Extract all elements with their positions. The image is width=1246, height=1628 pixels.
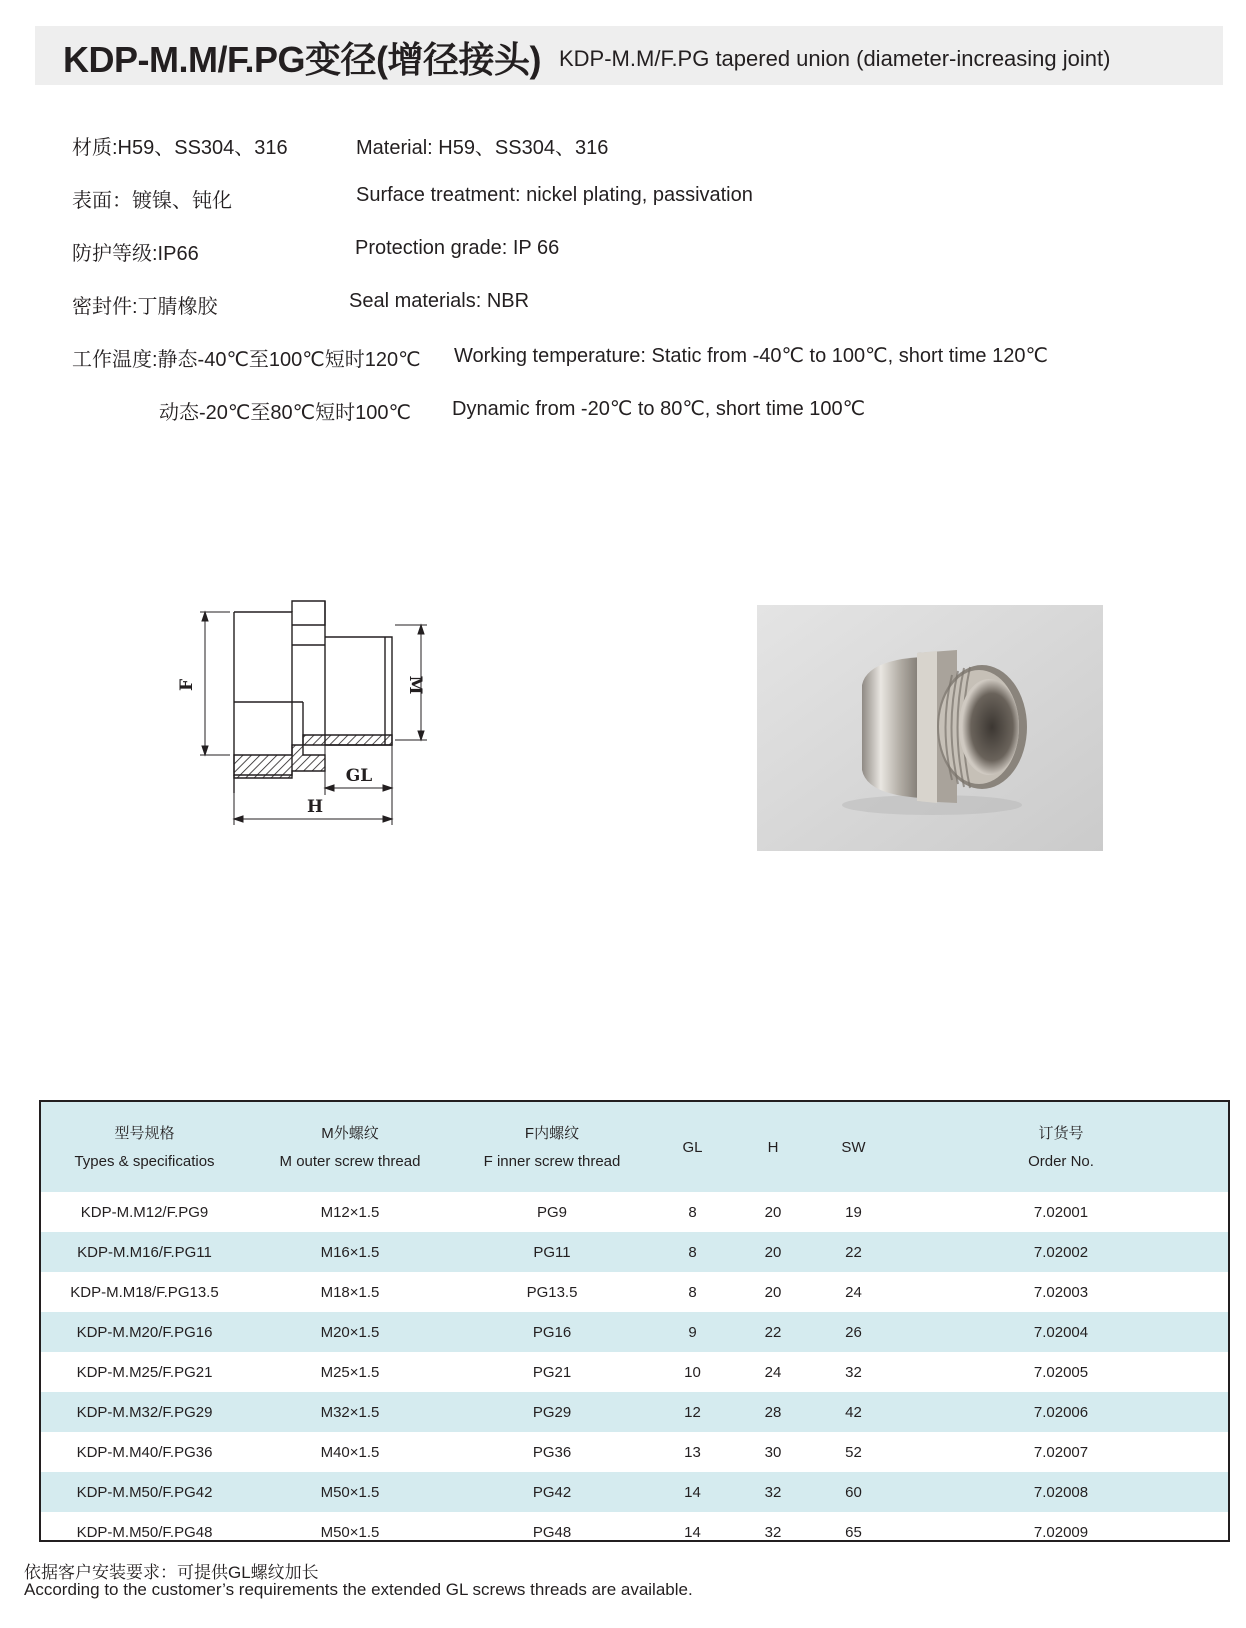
- cell-sw: 60: [813, 1472, 894, 1512]
- cell-type: KDP-M.M40/F.PG36: [76, 1443, 213, 1461]
- cell-sw: 24: [845, 1283, 862, 1301]
- cell-gl: 14: [684, 1523, 701, 1541]
- table-row: [41, 1512, 1228, 1542]
- cell-h: 20: [764, 1283, 782, 1301]
- cell-m-thread: M12×1.5: [320, 1203, 380, 1221]
- cell-sw: 65: [845, 1523, 862, 1541]
- table-row: [41, 1392, 1228, 1432]
- spec-material-en: Material: H59、SS304、316: [356, 137, 609, 159]
- cell-f-thread: PG21: [532, 1363, 572, 1381]
- cell-order-no: 7.02003: [1033, 1283, 1089, 1301]
- cell-f-thread: PG42: [452, 1472, 652, 1512]
- cell-h: 22: [733, 1312, 813, 1352]
- cell-m-thread: M40×1.5: [320, 1443, 380, 1461]
- cell-f-thread: PG13.5: [526, 1283, 578, 1301]
- spec-temp-static-cn: 工作温度:静态-40℃至100℃短时120℃: [72, 349, 421, 371]
- cell-order-no: 7.02008: [894, 1472, 1228, 1512]
- spec-temp-dynamic-cn: 动态-20℃至80℃短时100℃: [159, 402, 411, 424]
- cell-gl: 13: [684, 1443, 701, 1461]
- dim-label-gl: GL: [345, 766, 373, 786]
- cell-m-thread: M20×1.5: [248, 1312, 452, 1352]
- table-row: [41, 1432, 1228, 1472]
- spec-material-cn: 材质:H59、SS304、316: [72, 137, 288, 159]
- cell-f-thread: PG16: [452, 1312, 652, 1352]
- cell-f-thread: PG9: [536, 1203, 567, 1221]
- cell-f-thread: PG29: [452, 1392, 652, 1432]
- cell-gl: 8: [652, 1232, 733, 1272]
- spec-surface-cn: 表面：镀镍、钝化: [72, 190, 232, 212]
- spec-protection-cn: 防护等级:IP66: [72, 243, 199, 265]
- cell-f-thread: PG36: [532, 1443, 572, 1461]
- page-title: KDP-M.M/F.PG变径(增径接头): [63, 39, 541, 80]
- header-m-thread-en: M outer screw thread: [248, 1147, 452, 1192]
- header-type-en: Types & specificatios: [41, 1147, 248, 1192]
- cell-m-thread: M16×1.5: [248, 1232, 452, 1272]
- cell-type: KDP-M.M50/F.PG48: [76, 1523, 213, 1541]
- cell-sw: 22: [813, 1232, 894, 1272]
- cell-sw: 42: [813, 1392, 894, 1432]
- dim-label-f: F: [177, 678, 197, 692]
- cell-sw: 32: [845, 1363, 862, 1381]
- footnote-cn: 依据客户安装要求：可提供GL螺纹加长: [24, 1563, 319, 1582]
- cell-type: KDP-M.M20/F.PG16: [41, 1312, 248, 1352]
- cell-order-no: 7.02002: [894, 1232, 1228, 1272]
- cell-order-no: 7.02009: [1033, 1523, 1089, 1541]
- header-f-thread-en: F inner screw thread: [452, 1147, 652, 1192]
- cell-m-thread: M32×1.5: [248, 1392, 452, 1432]
- cell-type: KDP-M.M18/F.PG13.5: [70, 1283, 219, 1301]
- cell-h: 32: [764, 1523, 782, 1541]
- cell-f-thread: PG11: [452, 1232, 652, 1272]
- header-type-cn: 型号规格: [41, 1102, 248, 1147]
- cell-h: 30: [764, 1443, 782, 1461]
- spec-surface-en: Surface treatment: nickel plating, passivation: [356, 184, 753, 206]
- dim-label-m: M: [405, 675, 425, 695]
- table-row: [41, 1312, 1228, 1352]
- header-f-thread-cn: F内螺纹: [452, 1102, 652, 1147]
- cell-order-no: 7.02004: [894, 1312, 1228, 1352]
- spec-seal-en: Seal materials: NBR: [349, 290, 530, 312]
- page-subtitle: KDP-M.M/F.PG tapered union (diameter-increasing joint): [559, 46, 1111, 71]
- cell-type: KDP-M.M50/F.PG42: [41, 1472, 248, 1512]
- cell-h: 28: [733, 1392, 813, 1432]
- header-m-thread-cn: M外螺纹: [248, 1102, 452, 1147]
- cell-gl: 14: [652, 1472, 733, 1512]
- footnote-en: According to the customer’s requirements the extended GL screws threads are available.: [24, 1580, 693, 1599]
- spec-temp-static-en: Working temperature: Static from -40℃ to 100℃, short time 120℃: [454, 345, 1048, 367]
- cell-order-no: 7.02007: [1033, 1443, 1089, 1461]
- cell-sw: 26: [813, 1312, 894, 1352]
- table-row: [41, 1192, 1228, 1232]
- cell-m-thread: M50×1.5: [320, 1523, 380, 1541]
- header-sw: SW: [813, 1102, 894, 1192]
- cell-type: KDP-M.M16/F.PG11: [41, 1232, 248, 1272]
- cell-type: KDP-M.M32/F.PG29: [41, 1392, 248, 1432]
- spec-table: [39, 1100, 1230, 1542]
- title-bar: [35, 26, 1223, 85]
- header-order-en: Order No.: [894, 1147, 1228, 1192]
- cell-order-no: 7.02001: [1033, 1203, 1089, 1221]
- cell-h: 20: [764, 1203, 782, 1221]
- cell-sw: 19: [845, 1203, 862, 1221]
- spec-temp-dynamic-en: Dynamic from -20℃ to 80℃, short time 100℃: [452, 398, 866, 420]
- cell-f-thread: PG48: [532, 1523, 572, 1541]
- technical-drawing: [165, 595, 455, 860]
- cell-h: 32: [733, 1472, 813, 1512]
- cell-h: 20: [733, 1232, 813, 1272]
- cell-order-no: 7.02006: [894, 1392, 1228, 1432]
- cell-m-thread: M50×1.5: [248, 1472, 452, 1512]
- cell-order-no: 7.02005: [1033, 1363, 1089, 1381]
- cell-gl: 9: [652, 1312, 733, 1352]
- cell-gl: 8: [688, 1203, 697, 1221]
- table-row: [41, 1352, 1228, 1392]
- cell-m-thread: M18×1.5: [320, 1283, 380, 1301]
- table-row: [41, 1472, 1228, 1512]
- dim-label-h: H: [306, 797, 324, 817]
- header-h: H: [733, 1102, 813, 1192]
- cell-gl: 8: [688, 1283, 697, 1301]
- table-row: [41, 1272, 1228, 1312]
- spec-seal-cn: 密封件:丁腈橡胶: [72, 296, 218, 318]
- cell-sw: 52: [845, 1443, 862, 1461]
- header-gl: GL: [652, 1102, 733, 1192]
- table-row: [41, 1232, 1228, 1272]
- cell-m-thread: M25×1.5: [320, 1363, 380, 1381]
- cell-h: 24: [764, 1363, 782, 1381]
- header-order-cn: 订货号: [894, 1102, 1228, 1147]
- cell-type: KDP-M.M25/F.PG21: [76, 1363, 213, 1381]
- cell-type: KDP-M.M12/F.PG9: [80, 1203, 209, 1221]
- spec-protection-en: Protection grade: IP 66: [355, 237, 560, 259]
- cell-gl: 12: [652, 1392, 733, 1432]
- product-photo: [757, 605, 1103, 851]
- cell-gl: 10: [684, 1363, 701, 1381]
